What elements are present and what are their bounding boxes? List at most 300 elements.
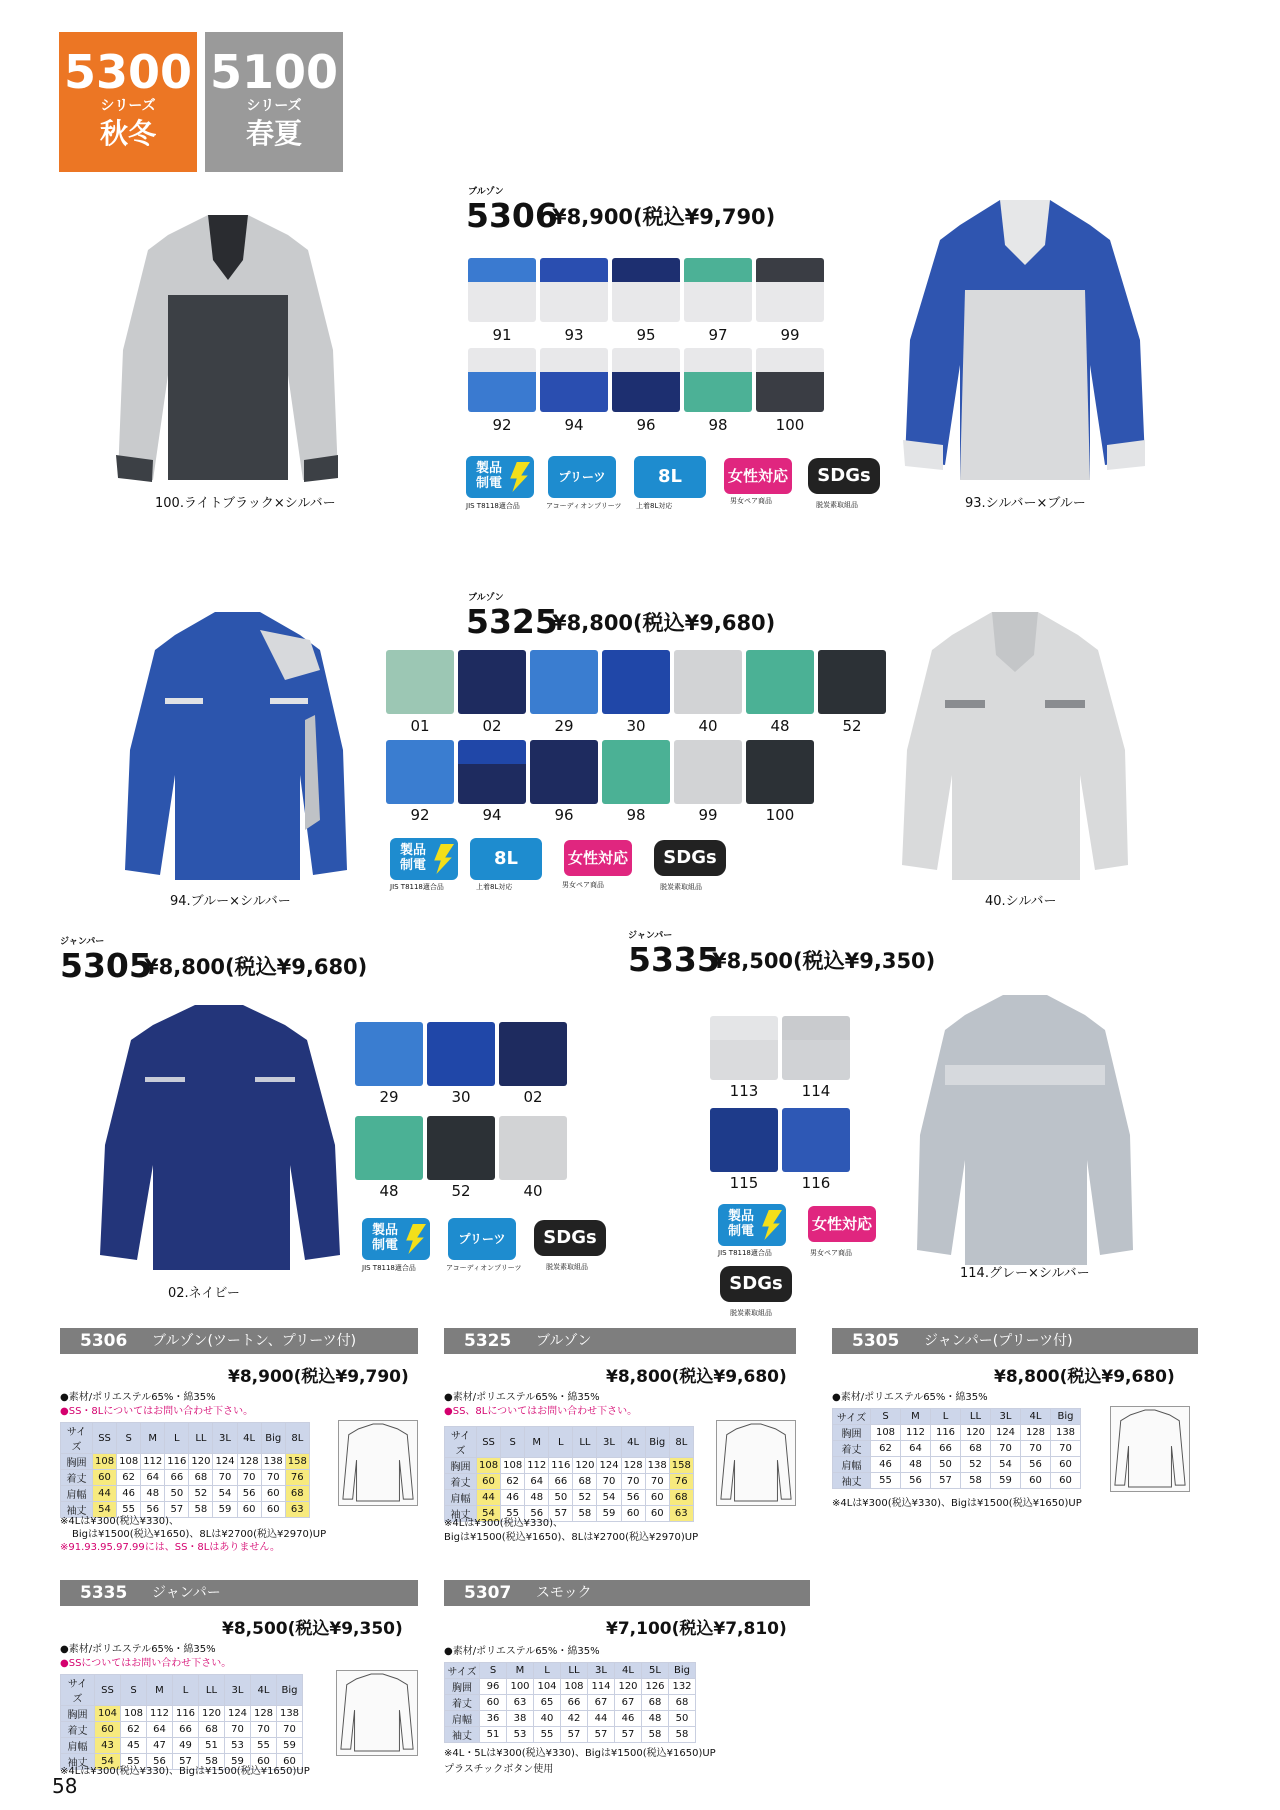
feature-caption: 脱炭素取組品: [660, 883, 702, 891]
table-cell: 70: [645, 1474, 669, 1490]
price-note: ※4Lは¥300(税込¥330)、: [444, 1518, 564, 1529]
color-swatch[interactable]: [540, 348, 608, 412]
color-swatch[interactable]: [355, 1116, 423, 1180]
table-cell: 袖丈: [61, 1502, 93, 1518]
table-cell: 76: [285, 1470, 309, 1486]
table-cell: 64: [147, 1722, 173, 1738]
table-cell: 肩幅: [445, 1711, 480, 1727]
table-header-cell: 3L: [588, 1663, 615, 1679]
women-fit-icon: 女性対応: [564, 840, 632, 876]
pleats-icon: プリーツ: [448, 1218, 516, 1260]
table-cell: 68: [199, 1722, 225, 1738]
table-cell: 60: [621, 1506, 645, 1522]
table-cell: 44: [93, 1486, 117, 1502]
table-cell: 60: [237, 1502, 261, 1518]
price-note: ※4Lは¥300(税込¥330)、Bigは¥1500(税込¥1650)UP: [832, 1498, 1082, 1509]
table-cell: 47: [147, 1738, 173, 1754]
table-cell: 60: [261, 1486, 285, 1502]
swatch-label: 48: [379, 1182, 399, 1200]
table-cell: 70: [261, 1470, 285, 1486]
table-cell: 58: [573, 1506, 597, 1522]
table-cell: 66: [549, 1474, 573, 1490]
color-swatch[interactable]: [530, 740, 598, 804]
spec-header-5325: [444, 1328, 796, 1354]
table-cell: 52: [573, 1490, 597, 1506]
table-cell: 57: [173, 1754, 199, 1770]
sdgs-icon: SDGs: [534, 1220, 606, 1256]
price-note: ※4L・5Lは¥300(税込¥330)、Bigは¥1500(税込¥1650)UP: [444, 1748, 716, 1759]
table-cell: 120: [199, 1706, 225, 1722]
table-row: [445, 1474, 694, 1490]
swatch-label: 29: [379, 1088, 399, 1106]
table-cell: 38: [507, 1711, 534, 1727]
table-cell: 56: [901, 1473, 931, 1489]
table-header-row: [61, 1675, 303, 1706]
table-row: [445, 1458, 694, 1474]
spec-code: 5335: [80, 1583, 128, 1603]
table-row: [445, 1711, 696, 1727]
table-cell: 60: [1051, 1473, 1081, 1489]
table-cell: 60: [645, 1506, 669, 1522]
color-swatch[interactable]: [458, 650, 526, 714]
swatch-label: 93: [564, 326, 584, 344]
table-cell: 112: [141, 1454, 165, 1470]
table-cell: 126: [642, 1679, 669, 1695]
color-swatch[interactable]: [684, 258, 752, 322]
product-type: ジャンパー: [628, 931, 673, 941]
table-cell: 116: [931, 1425, 961, 1441]
table-header-cell: サイズ: [61, 1423, 93, 1454]
table-header-cell: サイズ: [833, 1409, 871, 1425]
spec-code: 5305: [852, 1331, 900, 1351]
table-cell: 57: [561, 1727, 588, 1743]
table-cell: 64: [525, 1474, 549, 1490]
table-header-cell: S: [117, 1423, 141, 1454]
table-cell: 108: [501, 1458, 525, 1474]
table-cell: 60: [93, 1470, 117, 1486]
swatch-label: 40: [523, 1182, 543, 1200]
table-row: [61, 1706, 303, 1722]
table-header-cell: S: [480, 1663, 507, 1679]
table-cell: 55: [501, 1506, 525, 1522]
table-cell: 57: [549, 1506, 573, 1522]
table-cell: 116: [549, 1458, 573, 1474]
table-cell: 112: [147, 1706, 173, 1722]
feature-caption: 脱炭素取組品: [546, 1263, 588, 1271]
jacket-photo-5306-black: [108, 200, 348, 490]
table-row: [833, 1457, 1081, 1473]
swatch-label: 98: [708, 416, 728, 434]
feature-caption: JIS T8118適合品: [466, 502, 520, 510]
table-cell: 58: [669, 1727, 696, 1743]
table-header-cell: LL: [189, 1423, 213, 1454]
table-cell: 51: [199, 1738, 225, 1754]
table-cell: 128: [237, 1454, 261, 1470]
table-header-row: [445, 1663, 696, 1679]
women-fit-icon: 女性対応: [808, 1206, 876, 1242]
table-cell: 55: [117, 1502, 141, 1518]
table-cell: 54: [93, 1502, 117, 1518]
jacket-photo-5306-blue: [895, 190, 1155, 485]
table-cell: 108: [117, 1454, 141, 1470]
table-header-cell: 4L: [621, 1427, 645, 1458]
table-cell: 49: [173, 1738, 199, 1754]
table-cell: 48: [901, 1457, 931, 1473]
table-header-cell: LL: [573, 1427, 597, 1458]
inquiry-note: ●SS・8Lについてはお問い合わせ下さい。: [60, 1406, 254, 1417]
product-code: 5306: [466, 196, 558, 235]
photo-caption: 100.ライトブラック×シルバー: [155, 496, 336, 511]
table-header-cell: LL: [961, 1409, 991, 1425]
feature-caption: 男女ペア商品: [810, 1249, 852, 1257]
table-header-cell: 8L: [285, 1423, 309, 1454]
size-table-5307: [444, 1662, 696, 1743]
color-swatch[interactable]: [612, 348, 680, 412]
feature-caption: 上着8L対応: [476, 883, 513, 891]
table-cell: 59: [225, 1754, 251, 1770]
table-cell: 120: [961, 1425, 991, 1441]
table-cell: 66: [173, 1722, 199, 1738]
table-cell: 36: [480, 1711, 507, 1727]
table-cell: 100: [507, 1679, 534, 1695]
table-cell: 48: [642, 1711, 669, 1727]
color-swatch[interactable]: [499, 1116, 567, 1180]
swatch-label: 114: [801, 1082, 831, 1100]
table-cell: 45: [121, 1738, 147, 1754]
photo-caption: 114.グレー×シルバー: [960, 1266, 1090, 1281]
spec-name: ジャンパー(プリーツ付): [924, 1333, 1073, 1349]
table-cell: 64: [901, 1441, 931, 1457]
table-header-cell: LL: [561, 1663, 588, 1679]
color-swatch[interactable]: [468, 348, 536, 412]
table-cell: 112: [525, 1458, 549, 1474]
table-cell: 42: [561, 1711, 588, 1727]
swatch-label: 92: [410, 806, 430, 824]
table-cell: 56: [147, 1754, 173, 1770]
spec-code: 5306: [80, 1331, 128, 1351]
table-header-cell: M: [141, 1423, 165, 1454]
table-cell: 44: [477, 1490, 501, 1506]
table-cell: 62: [117, 1470, 141, 1486]
price-note: ※4Lは¥300(税込¥330)、Bigは¥1500(税込¥1650)UP: [60, 1766, 310, 1777]
table-header-cell: 4L: [1021, 1409, 1051, 1425]
photo-caption: 93.シルバー×ブルー: [965, 496, 1086, 511]
table-cell: 68: [669, 1695, 696, 1711]
pleats-icon: プリーツ: [548, 456, 616, 498]
size-table-5335: [60, 1674, 303, 1770]
table-cell: 66: [165, 1470, 189, 1486]
table-cell: 58: [642, 1727, 669, 1743]
table-cell: 62: [871, 1441, 901, 1457]
swatch-label: 98: [626, 806, 646, 824]
color-swatch[interactable]: [684, 348, 752, 412]
availability-note: ※91.93.95.97.99には、SS・8Lはありません。: [60, 1542, 280, 1553]
table-header-row: [445, 1427, 694, 1458]
spec-code: 5325: [464, 1331, 512, 1351]
table-cell: 104: [95, 1706, 121, 1722]
table-cell: 68: [285, 1486, 309, 1502]
table-header-cell: S: [501, 1427, 525, 1458]
table-cell: 56: [621, 1490, 645, 1506]
swatch-label: 99: [780, 326, 800, 344]
table-cell: 53: [507, 1727, 534, 1743]
color-swatch[interactable]: [427, 1022, 495, 1086]
table-cell: 132: [669, 1679, 696, 1695]
table-cell: 43: [95, 1738, 121, 1754]
table-cell: 138: [261, 1454, 285, 1470]
table-cell: 60: [277, 1754, 303, 1770]
table-cell: 70: [991, 1441, 1021, 1457]
table-cell: 70: [237, 1470, 261, 1486]
table-header-cell: S: [121, 1675, 147, 1706]
table-cell: 70: [597, 1474, 621, 1490]
series-badge-5300: [59, 32, 197, 172]
women-fit-icon: 女性対応: [724, 458, 792, 494]
color-swatch[interactable]: [782, 1016, 850, 1080]
table-cell: 138: [645, 1458, 669, 1474]
season-label: 春夏: [245, 117, 302, 150]
table-cell: 68: [642, 1695, 669, 1711]
price-note: Bigは¥1500(税込¥1650)、8Lは¥2700(税込¥2970)UP: [444, 1532, 699, 1543]
color-swatch[interactable]: [386, 740, 454, 804]
color-swatch[interactable]: [746, 740, 814, 804]
swatch-label: 01: [410, 717, 430, 735]
table-row: [833, 1441, 1081, 1457]
color-swatch[interactable]: [386, 650, 454, 714]
size-table-5305: [832, 1408, 1081, 1489]
color-swatch[interactable]: [530, 650, 598, 714]
spec-price: ¥8,800(税込¥9,680): [606, 1367, 787, 1387]
table-cell: 138: [277, 1706, 303, 1722]
table-cell: 着丈: [61, 1470, 93, 1486]
swatch-label: 100: [765, 806, 795, 824]
table-cell: 128: [1021, 1425, 1051, 1441]
table-cell: 袖丈: [833, 1473, 871, 1489]
table-header-cell: サイズ: [445, 1663, 480, 1679]
table-cell: 胸囲: [445, 1679, 480, 1695]
table-cell: 59: [597, 1506, 621, 1522]
table-cell: 54: [213, 1486, 237, 1502]
antistatic-icon: 製品 制電: [362, 1218, 430, 1260]
color-swatch[interactable]: [355, 1022, 423, 1086]
feature-caption: 男女ペア商品: [730, 497, 772, 505]
spec-header-5307: [444, 1580, 810, 1606]
series-number: 5300: [63, 45, 193, 99]
feature-caption: 男女ペア商品: [562, 881, 604, 889]
table-cell: 128: [621, 1458, 645, 1474]
table-cell: 着丈: [61, 1722, 95, 1738]
table-cell: 53: [225, 1738, 251, 1754]
table-cell: 50: [549, 1490, 573, 1506]
table-cell: 70: [225, 1722, 251, 1738]
button-note: プラスチックボタン使用: [444, 1764, 554, 1775]
table-cell: 44: [588, 1711, 615, 1727]
table-header-cell: 4L: [615, 1663, 642, 1679]
color-swatch[interactable]: [710, 1016, 778, 1080]
table-cell: 胸囲: [61, 1454, 93, 1470]
spec-price: ¥8,800(税込¥9,680): [994, 1367, 1175, 1387]
table-cell: 138: [1051, 1425, 1081, 1441]
table-cell: 55: [251, 1738, 277, 1754]
table-cell: 116: [165, 1454, 189, 1470]
table-header-row: [61, 1423, 310, 1454]
table-header-cell: L: [165, 1423, 189, 1454]
table-row: [833, 1473, 1081, 1489]
color-swatch[interactable]: [674, 740, 742, 804]
table-cell: 70: [1021, 1441, 1051, 1457]
table-cell: 68: [961, 1441, 991, 1457]
garment-diagram-5335: [336, 1670, 418, 1756]
table-cell: 50: [669, 1711, 696, 1727]
table-cell: 124: [213, 1454, 237, 1470]
table-header-cell: Big: [1051, 1409, 1081, 1425]
color-swatch[interactable]: [499, 1022, 567, 1086]
table-cell: 158: [285, 1454, 309, 1470]
color-swatch[interactable]: [612, 258, 680, 322]
antistatic-icon: 製品 制電: [718, 1204, 786, 1246]
table-cell: 63: [507, 1695, 534, 1711]
table-header-cell: Big: [261, 1423, 285, 1454]
table-cell: 57: [588, 1727, 615, 1743]
swatch-label: 92: [492, 416, 512, 434]
table-cell: 68: [189, 1470, 213, 1486]
color-swatch[interactable]: [458, 740, 526, 804]
table-row: [61, 1486, 310, 1502]
table-cell: 64: [141, 1470, 165, 1486]
table-header-cell: 8L: [669, 1427, 693, 1458]
table-header-cell: サイズ: [61, 1675, 95, 1706]
photo-caption: 40.シルバー: [985, 894, 1057, 909]
table-cell: 肩幅: [833, 1457, 871, 1473]
table-header-cell: L: [173, 1675, 199, 1706]
swatch-label: 29: [554, 717, 574, 735]
table-cell: 58: [961, 1473, 991, 1489]
table-cell: 108: [477, 1458, 501, 1474]
table-header-row: [833, 1409, 1081, 1425]
table-header-cell: L: [549, 1427, 573, 1458]
table-cell: 70: [277, 1722, 303, 1738]
table-row: [445, 1727, 696, 1743]
table-header-cell: 3L: [225, 1675, 251, 1706]
product-code: 5335: [628, 940, 720, 979]
table-cell: 104: [534, 1679, 561, 1695]
material-note: ●素材/ポリエステル65%・綿35%: [444, 1392, 600, 1403]
table-header-cell: M: [901, 1409, 931, 1425]
swatch-label: 95: [636, 326, 656, 344]
table-cell: 袖丈: [445, 1506, 477, 1522]
table-cell: 54: [991, 1457, 1021, 1473]
size-8l-icon: 8L: [634, 456, 706, 498]
swatch-label: 30: [626, 717, 646, 735]
color-swatch[interactable]: [756, 348, 824, 412]
feature-caption: 脱炭素取組品: [816, 501, 858, 509]
table-cell: 60: [95, 1722, 121, 1738]
table-cell: 66: [561, 1695, 588, 1711]
table-cell: 114: [588, 1679, 615, 1695]
table-cell: 46: [501, 1490, 525, 1506]
table-cell: 46: [117, 1486, 141, 1502]
spec-price: ¥7,100(税込¥7,810): [606, 1619, 787, 1639]
material-note: ●素材/ポリエステル65%・綿35%: [832, 1392, 988, 1403]
table-header-cell: 5L: [642, 1663, 669, 1679]
size-table-5325: [444, 1426, 694, 1522]
spec-header-5306: [60, 1328, 418, 1354]
swatch-label: 96: [554, 806, 574, 824]
color-swatch[interactable]: [674, 650, 742, 714]
table-cell: 57: [165, 1502, 189, 1518]
color-swatch[interactable]: [602, 650, 670, 714]
price-note: ※4Lは¥300(税込¥330)、: [60, 1516, 180, 1527]
table-cell: 52: [189, 1486, 213, 1502]
table-row: [61, 1454, 310, 1470]
color-swatch[interactable]: [756, 258, 824, 322]
garment-diagram-5306: [338, 1420, 418, 1506]
feature-caption: JIS T8118適合品: [390, 883, 444, 891]
spec-name: ジャンパー: [152, 1585, 221, 1601]
table-header-cell: SS: [95, 1675, 121, 1706]
table-header-cell: L: [931, 1409, 961, 1425]
table-cell: 70: [213, 1470, 237, 1486]
table-cell: 袖丈: [61, 1754, 95, 1770]
swatch-label: 115: [729, 1174, 759, 1192]
table-cell: 158: [669, 1458, 693, 1474]
color-swatch[interactable]: [602, 740, 670, 804]
season-label: 秋冬: [99, 117, 156, 150]
table-cell: 着丈: [445, 1695, 480, 1711]
table-cell: 120: [189, 1454, 213, 1470]
table-header-cell: SS: [477, 1427, 501, 1458]
table-cell: 128: [251, 1706, 277, 1722]
table-cell: 68: [669, 1490, 693, 1506]
table-cell: 40: [534, 1711, 561, 1727]
product-code: 5325: [466, 602, 558, 641]
spec-name: スモック: [536, 1585, 592, 1601]
table-cell: 肩幅: [61, 1486, 93, 1502]
product-type: ジャンパー: [60, 937, 105, 947]
table-cell: 着丈: [833, 1441, 871, 1457]
table-cell: 57: [615, 1727, 642, 1743]
table-cell: 67: [615, 1695, 642, 1711]
color-swatch[interactable]: [427, 1116, 495, 1180]
product-price: ¥8,800(税込¥9,680): [552, 611, 776, 635]
table-cell: 68: [573, 1474, 597, 1490]
table-cell: 63: [285, 1502, 309, 1518]
color-swatch[interactable]: [782, 1108, 850, 1172]
table-cell: 肩幅: [61, 1738, 95, 1754]
table-cell: 76: [669, 1474, 693, 1490]
swatch-label: 116: [801, 1174, 831, 1192]
series-badge-5100: [205, 32, 343, 172]
feature-caption: アコーディオンプリーツ: [546, 502, 622, 510]
color-swatch[interactable]: [710, 1108, 778, 1172]
color-swatch[interactable]: [468, 258, 536, 322]
material-note: ●素材/ポリエステル65%・綿35%: [444, 1646, 600, 1657]
table-cell: 120: [615, 1679, 642, 1695]
table-row: [445, 1490, 694, 1506]
spec-price: ¥8,900(税込¥9,790): [228, 1367, 409, 1387]
table-header-cell: M: [525, 1427, 549, 1458]
swatch-label: 100: [775, 416, 805, 434]
color-swatch[interactable]: [818, 650, 886, 714]
product-price: ¥8,900(税込¥9,790): [552, 205, 776, 229]
table-cell: 67: [588, 1695, 615, 1711]
table-cell: 50: [165, 1486, 189, 1502]
product-price: ¥8,500(税込¥9,350): [712, 949, 936, 973]
color-swatch[interactable]: [540, 258, 608, 322]
color-swatch[interactable]: [746, 650, 814, 714]
material-note: ●素材/ポリエステル65%・綿35%: [60, 1392, 216, 1403]
table-cell: 96: [480, 1679, 507, 1695]
